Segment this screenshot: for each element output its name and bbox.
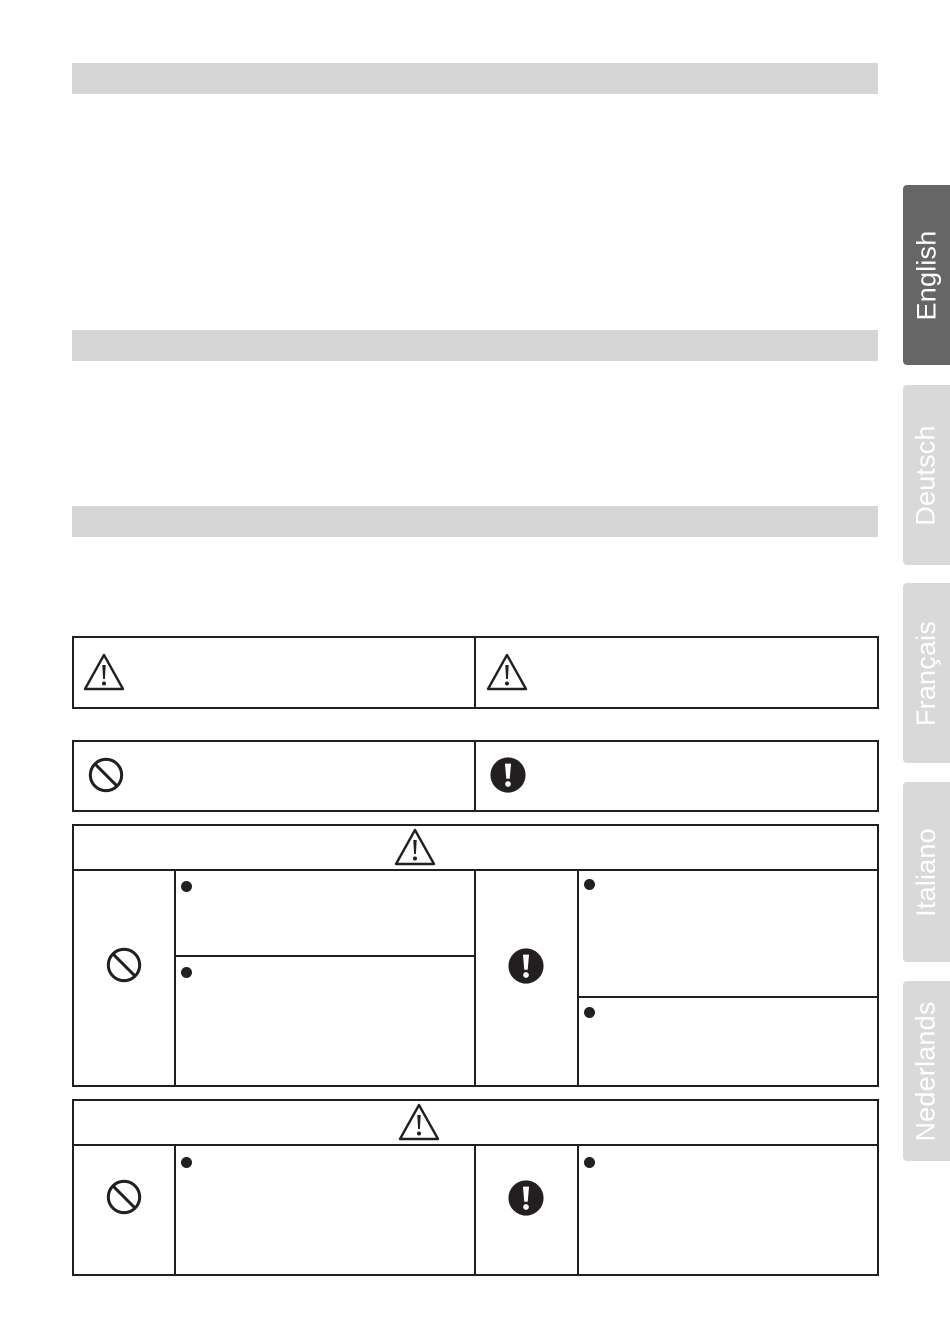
tab-deutsch[interactable] [903,385,950,565]
warning-triangle-icon [393,827,437,867]
warning-triangle-icon [485,652,529,692]
divider [577,870,579,1086]
prohibition-icon [105,946,143,984]
prohibition-icon [87,756,125,794]
bullet-icon [584,1007,595,1018]
divider [474,637,476,708]
bullet-icon [181,967,192,978]
warning-triangle-icon [82,652,126,692]
tab-nederlands[interactable] [903,981,950,1161]
tab-francais-label: Français [911,620,942,726]
bullet-icon [584,879,595,890]
divider [474,741,476,811]
divider [578,996,878,998]
tab-francais[interactable] [903,583,950,763]
divider [577,1145,579,1275]
mandatory-action-icon [507,1179,545,1217]
prohibition-icon [105,1178,143,1216]
warning-triangle-icon [397,1102,441,1142]
bullet-icon [584,1157,595,1168]
tab-italiano[interactable] [903,782,950,962]
tab-english-label: English [911,230,941,320]
bullet-icon [181,881,192,892]
section-bar-2 [72,330,878,361]
mandatory-action-icon [489,756,527,794]
tab-deutsch-label: Deutsch [911,424,942,526]
section-bar-3 [72,506,878,537]
divider [174,1145,176,1275]
mandatory-action-icon [507,947,545,985]
tab-english[interactable] [903,185,950,365]
divider [474,870,476,1086]
divider [174,870,176,1086]
divider [474,1145,476,1275]
section-bar-1 [72,63,878,94]
divider [175,955,474,957]
tab-italiano-label: Italiano [911,827,942,917]
bullet-icon [181,1157,192,1168]
tab-nederlands-label: Nederlands [911,1000,941,1142]
